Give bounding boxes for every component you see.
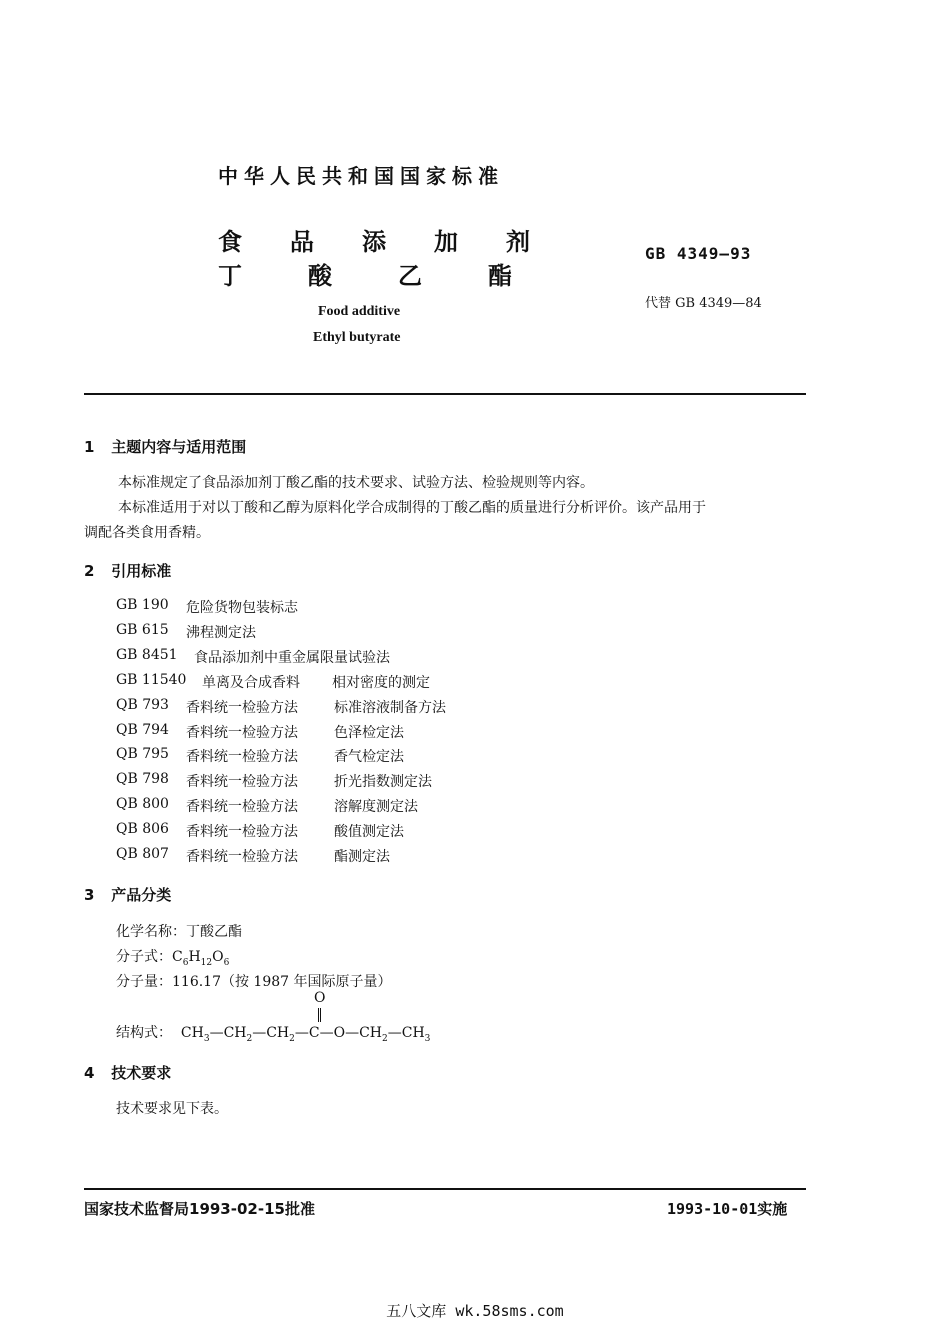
document-title-line1: 食品添加剂 <box>218 228 578 256</box>
reference-code: QB 806 <box>116 821 169 838</box>
reference-code: QB 794 <box>116 721 169 738</box>
reference-code: QB 798 <box>116 771 169 788</box>
reference-name: 香料统一检验方法 <box>186 799 298 816</box>
section-title: 产品分类 <box>111 886 172 904</box>
reference-item <box>116 721 404 741</box>
struct-label: 结构式： <box>116 1025 172 1041</box>
reference-item <box>116 696 446 716</box>
reference-name: 香料统一检验方法 <box>186 824 298 841</box>
section-1-para-2: 本标准适用于对以丁酸和乙醇为原料化学合成制得的丁酸乙酯的质量进行分析评价。该产品用于 <box>118 500 706 516</box>
formula-h: H <box>188 949 201 965</box>
approval-date: 国家技术监督局1993-02-15批准 <box>84 1200 315 1218</box>
reference-code: QB 795 <box>116 746 169 763</box>
reference-code: QB 800 <box>116 796 169 813</box>
reference-subtitle: 酸值测定法 <box>334 824 404 841</box>
formula-h-sub: 12 <box>200 957 213 968</box>
section-1-para-1: 本标准规定了食品添加剂丁酸乙酯的技术要求、试验方法、检验规则等内容。 <box>118 475 594 491</box>
reference-item <box>116 746 404 766</box>
footer-divider <box>84 1188 806 1190</box>
reference-name: 食品添加剂中重金属限量试验法 <box>194 649 390 666</box>
formula-o-sub: 6 <box>223 957 230 968</box>
reference-name: 沸程测定法 <box>186 624 256 641</box>
section-number: 3 <box>84 886 95 904</box>
replaces-standard: 代替 GB 4349—84 <box>645 296 762 311</box>
reference-subtitle: 香气检定法 <box>334 749 404 766</box>
effective-date: 1993-10-01实施 <box>667 1200 788 1218</box>
reference-subtitle: 色泽检定法 <box>334 724 404 741</box>
english-title-line1: Food additive <box>318 304 401 319</box>
reference-code: GB 11540 <box>116 671 187 688</box>
reference-subtitle: 折光指数测定法 <box>334 774 432 791</box>
reference-name: 香料统一检验方法 <box>186 849 298 865</box>
section-title: 技术要求 <box>111 1064 172 1082</box>
section-number: 4 <box>84 1064 95 1082</box>
reference-name: 香料统一检验方法 <box>186 724 298 741</box>
reference-name: 危险货物包装标志 <box>186 600 298 616</box>
org-title: 中华人民共和国国家标准 <box>218 164 504 188</box>
reference-code: QB 807 <box>116 846 169 862</box>
reference-item <box>116 671 430 691</box>
standard-code: GB 4349—93 <box>645 244 752 263</box>
reference-item <box>116 846 390 865</box>
reference-name: 单离及合成香料 <box>202 674 300 691</box>
formula-c: C <box>172 949 183 965</box>
carbonyl-oxygen: O <box>314 990 326 1006</box>
header-divider <box>84 393 806 395</box>
section-4-heading <box>84 1062 171 1083</box>
section-number: 1 <box>84 438 95 456</box>
reference-item <box>116 621 256 641</box>
section-1-heading <box>84 436 246 457</box>
document-title-line2: 丁酸乙酯 <box>218 262 578 290</box>
formula-o: O <box>212 949 224 965</box>
watermark: 五八文库 wk.58sms.com <box>386 1302 564 1320</box>
reference-code: GB 190 <box>116 597 169 613</box>
reference-subtitle: 酯测定法 <box>334 849 390 865</box>
reference-code: QB 793 <box>116 696 169 713</box>
reference-item <box>116 646 390 666</box>
molecular-weight: 分子量：116.17（按 1987 年国际原子量） <box>116 974 392 990</box>
section-4-para-1: 技术要求见下表。 <box>116 1101 228 1117</box>
formula-c-sub: 6 <box>182 957 189 968</box>
reference-subtitle: 相对密度的测定 <box>332 674 430 691</box>
section-3-heading <box>84 884 171 905</box>
structural-formula <box>116 1022 430 1044</box>
reference-code: GB 615 <box>116 621 169 638</box>
reference-name: 香料统一检验方法 <box>186 749 298 766</box>
reference-name: 香料统一检验方法 <box>186 774 298 791</box>
section-title: 主题内容与适用范围 <box>111 438 247 456</box>
reference-code: GB 8451 <box>116 646 178 663</box>
reference-item <box>116 771 432 791</box>
double-bond <box>318 1008 321 1022</box>
reference-item <box>116 597 298 616</box>
reference-name: 香料统一检验方法 <box>186 699 298 716</box>
reference-item <box>116 796 418 816</box>
molecular-formula <box>116 946 229 968</box>
reference-subtitle: 标准溶液制备方法 <box>334 699 446 716</box>
chemical-name: 化学名称：丁酸乙酯 <box>116 924 242 940</box>
section-number: 2 <box>84 562 95 580</box>
english-title-line2: Ethyl butyrate <box>313 330 401 345</box>
struct-chain: $CH_3—CH_2—CH_2—C—O—CH_2—CH_3$ <box>176 1025 431 1044</box>
reference-item <box>116 821 404 841</box>
section-title: 引用标准 <box>111 562 172 580</box>
formula-label: 分子式： <box>116 949 172 965</box>
reference-subtitle: 溶解度测定法 <box>334 799 418 816</box>
section-2-heading <box>84 560 171 581</box>
section-1-para-2-cont: 调配各类食用香精。 <box>84 525 210 541</box>
